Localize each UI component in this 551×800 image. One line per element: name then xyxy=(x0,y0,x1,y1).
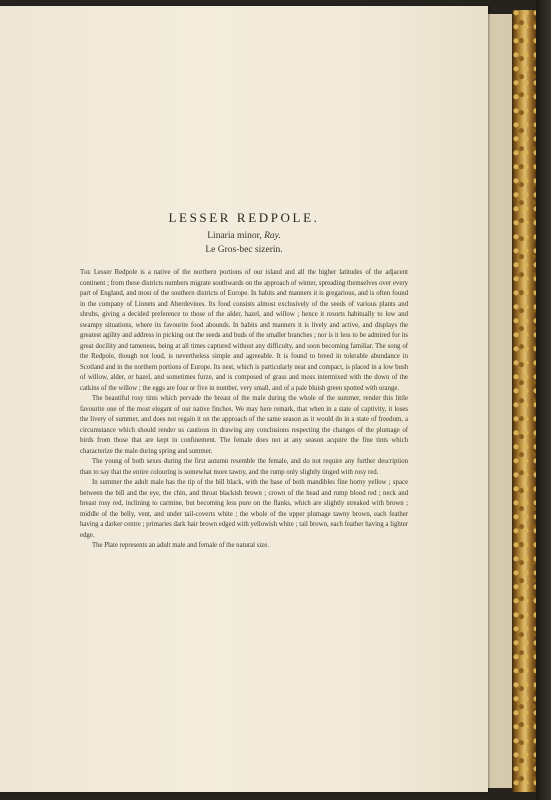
book-page xyxy=(0,6,488,792)
paragraph-1-text: Lesser Redpole is a native of the northern portions of our island and all the higher latitudes of the adjacent continent ; from these districts numbers migrate southwards on the approach of winter, spreading themselves over every part of England, and most of the southern districts of Europe. In habits and manners it is gregarious, and is often found in the company of Linnets and Aberdevines. Its food consists almost exclusively of the seeds of various plants and shrubs, giving a decided preference to those of the alder, hazel, and willow ; hence it resorts habitually to low and swampy situations, where its favourite food abounds. In habits and manners it is lively and active, and displays the greatest agility and address in picking out the seeds and buds of the smaller branches ; nor is it less to be admired for its great docility and tameness, being at all times captured without any difficulty, and soon becoming familiar. The song of the Redpole, though not loud, is nevertheless simple and agreeable. It is found to breed in tolerable abundance in Scotland and in the northern portions of Europe. Its nest, which is particularly neat and compact, is placed in a low bush of willow, alder, or hazel, and sometimes furze, and is composed of grass and moss intermixed with the down of the catkins of the willow ; the eggs are four or five in number, very small, and of a pale bluish green spotted with orange. xyxy=(80,269,408,392)
gilt-fore-edge xyxy=(512,10,537,792)
french-name: Le Gros-bec sizerin. xyxy=(205,245,283,255)
latin-name: Linaria minor, xyxy=(207,231,262,241)
paragraph-habits xyxy=(80,268,408,394)
paragraph-plumage-tints: The beautiful rosy tints which pervade the breast of the male during the whole of the summer, render this little favourite one of the most elegant of our native finches. We may here remark, that when in a state of captivity, it loses the livery of summer, and does not regain it on the approach of the same season as it would do in a state of freedom, a circumstance which should render us cautious in drawing any conclusions respecting the changes of the plumage of birds from those that are kept in confinement. The female does not at any season acquire the fine tints which characterize the male during spring and summer. xyxy=(80,395,408,455)
paragraph-young: The young of both sexes during the first autumn resemble the female, and do not require any further description than to say that the entire colouring is somewhat more tawny, and the rump only slightly tinged with rosy red. xyxy=(80,458,408,476)
lead-word: The xyxy=(80,269,91,276)
plate-title: LESSER REDPOLE. xyxy=(168,210,320,225)
paragraph-plate-note: The Plate represents an adult male and female of the natural size. xyxy=(92,542,270,549)
book-binding xyxy=(536,0,551,800)
description-text xyxy=(80,268,408,552)
page-edge-stack xyxy=(486,14,512,788)
paragraph-adult-male: In summer the adult male has the tip of the bill black, with the base of both mandibles fine horny yellow ; space between the bill and the eye, the chin, and throat blackish brown ; crown of the head and rump blood red ; neck and breast rosy red, inclining to carmine, but becoming less pure on the flanks, which are slightly streaked with brown ; middle of the belly, vent, and under tail-coverts white ; the whole of the upper plumage tawny brown, each feather having a darker centre ; primaries dark hair brown edged with yellowish white ; tail brown, each feather having a lighter edge. xyxy=(80,479,408,539)
latin-name-line xyxy=(0,231,488,241)
latin-author: Ray. xyxy=(264,231,281,241)
